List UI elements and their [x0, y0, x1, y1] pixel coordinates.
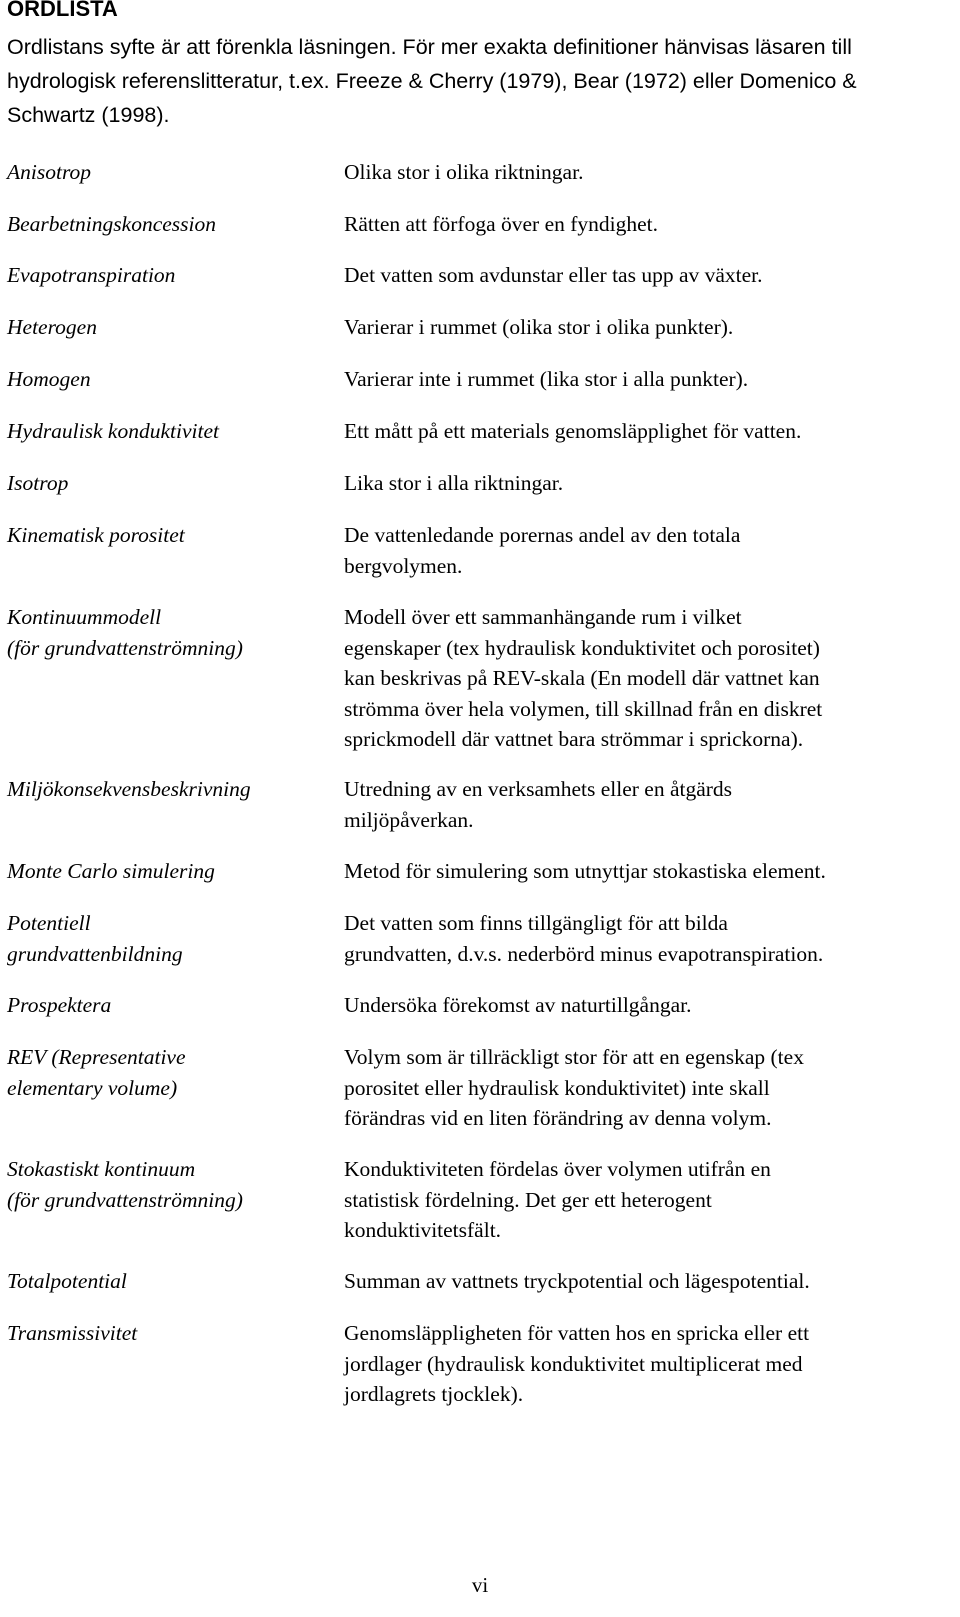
- glossary-definition: Utredning av en verksamhets eller en åtgärds miljöpåverkan.: [344, 777, 733, 832]
- intro-paragraph: Ordlistans syfte är att förenkla läsningen. För mer exakta definitioner hänvisas läsaren till hydrologisk referenslitteratur, t.ex. Freeze & Cherry (1979), Bear (1972) eller Domenico & Schwartz (1998).: [7, 35, 857, 127]
- glossary-definition: Genomsläppligheten för vatten hos en spricka eller ett jordlager (hydraulisk konduktivitet multiplicerat med jordlagrets tjocklek).: [344, 1321, 810, 1406]
- glossary-term: Monte Carlo simulering: [7, 859, 215, 883]
- glossary-entry: [7, 602, 947, 751]
- glossary-entry: [7, 416, 947, 476]
- glossary-term: Hydraulisk konduktivitet: [7, 419, 219, 443]
- glossary-entry: [7, 1266, 947, 1326]
- glossary-definition: Metod för simulering som utnyttjar stokastiska element.: [344, 859, 826, 883]
- glossary-definition: Volym som är tillräckligt stor för att en egenskap (tex porositet eller hydraulisk konduktivitet) inte skall förändras vid en liten förändring av denna volym.: [344, 1045, 804, 1130]
- glossary-entry: [7, 856, 947, 916]
- glossary-definition: Det vatten som avdunstar eller tas upp av växter.: [344, 263, 763, 287]
- glossary-definition: Varierar i rummet (olika stor i olika punkter).: [344, 315, 734, 339]
- glossary-term: Kontinuummodell (för grundvattenströmning): [7, 605, 243, 660]
- glossary-term: Anisotrop: [7, 160, 92, 184]
- glossary-entry: [7, 1154, 947, 1242]
- glossary-entry: [7, 1042, 947, 1130]
- glossary-term: Totalpotential: [7, 1269, 127, 1293]
- glossary-definition: Modell över ett sammanhängande rum i vilket egenskaper (tex hydraulisk konduktivitet och porositet) kan beskrivas på REV-skala (En modell där vattnet kan strömma över hela volymen, till skillnad från en diskret sprickmodell där vattnet bara strömmar i sprickorna).: [344, 605, 823, 751]
- glossary-entry: [7, 1318, 947, 1406]
- glossary-term: Stokastiskt kontinuum (för grundvattenströmning): [7, 1157, 243, 1212]
- glossary-definition: Lika stor i alla riktningar.: [344, 471, 564, 495]
- glossary-term: Isotrop: [7, 471, 69, 495]
- glossary-definition: Ett mått på ett materials genomsläpplighet för vatten.: [344, 419, 802, 443]
- glossary-entry: [7, 260, 947, 320]
- glossary-definition: De vattenledande porernas andel av den totala bergvolymen.: [344, 523, 741, 578]
- glossary-definition: Olika stor i olika riktningar.: [344, 160, 584, 184]
- glossary-entry: [7, 520, 947, 580]
- glossary-entry: [7, 364, 947, 424]
- glossary-term: Transmissivitet: [7, 1321, 138, 1345]
- glossary-entry: [7, 468, 947, 528]
- glossary-entry: [7, 990, 947, 1050]
- glossary-definition: Konduktiviteten fördelas över volymen utifrån en statistisk fördelning. Det ger ett heterogent konduktivitetsfält.: [344, 1157, 771, 1242]
- glossary-definition: Undersöka förekomst av naturtillgångar.: [344, 993, 692, 1017]
- glossary-entry: [7, 908, 947, 968]
- glossary-term: Evapotranspiration: [7, 263, 176, 287]
- glossary-term: Homogen: [7, 367, 91, 391]
- glossary-definition: Det vatten som finns tillgängligt för att bilda grundvatten, d.v.s. nederbörd minus evapotranspiration.: [344, 911, 824, 966]
- glossary-term: Heterogen: [7, 315, 97, 339]
- glossary-definition: Summan av vattnets tryckpotential och lägespotential.: [344, 1269, 810, 1293]
- glossary-entry: [7, 157, 947, 217]
- glossary-term: Kinematisk porositet: [7, 523, 185, 547]
- glossary-entry: [7, 312, 947, 372]
- glossary-term: REV (Representative elementary volume): [7, 1045, 186, 1100]
- glossary-term: Bearbetningskoncession: [7, 212, 216, 236]
- glossary-entry: [7, 774, 947, 834]
- glossary-definition: Varierar inte i rummet (lika stor i alla punkter).: [344, 367, 749, 391]
- glossary-list: [7, 0, 947, 1617]
- glossary-term: Prospektera: [7, 993, 112, 1017]
- glossary-term: Potentiell grundvattenbildning: [7, 911, 183, 966]
- document-title: ORDLISTA: [7, 0, 118, 21]
- page-number: vi: [471, 1573, 489, 1597]
- glossary-term: Miljökonsekvensbeskrivning: [7, 777, 251, 801]
- glossary-definition: Rätten att förfoga över en fyndighet.: [344, 212, 659, 236]
